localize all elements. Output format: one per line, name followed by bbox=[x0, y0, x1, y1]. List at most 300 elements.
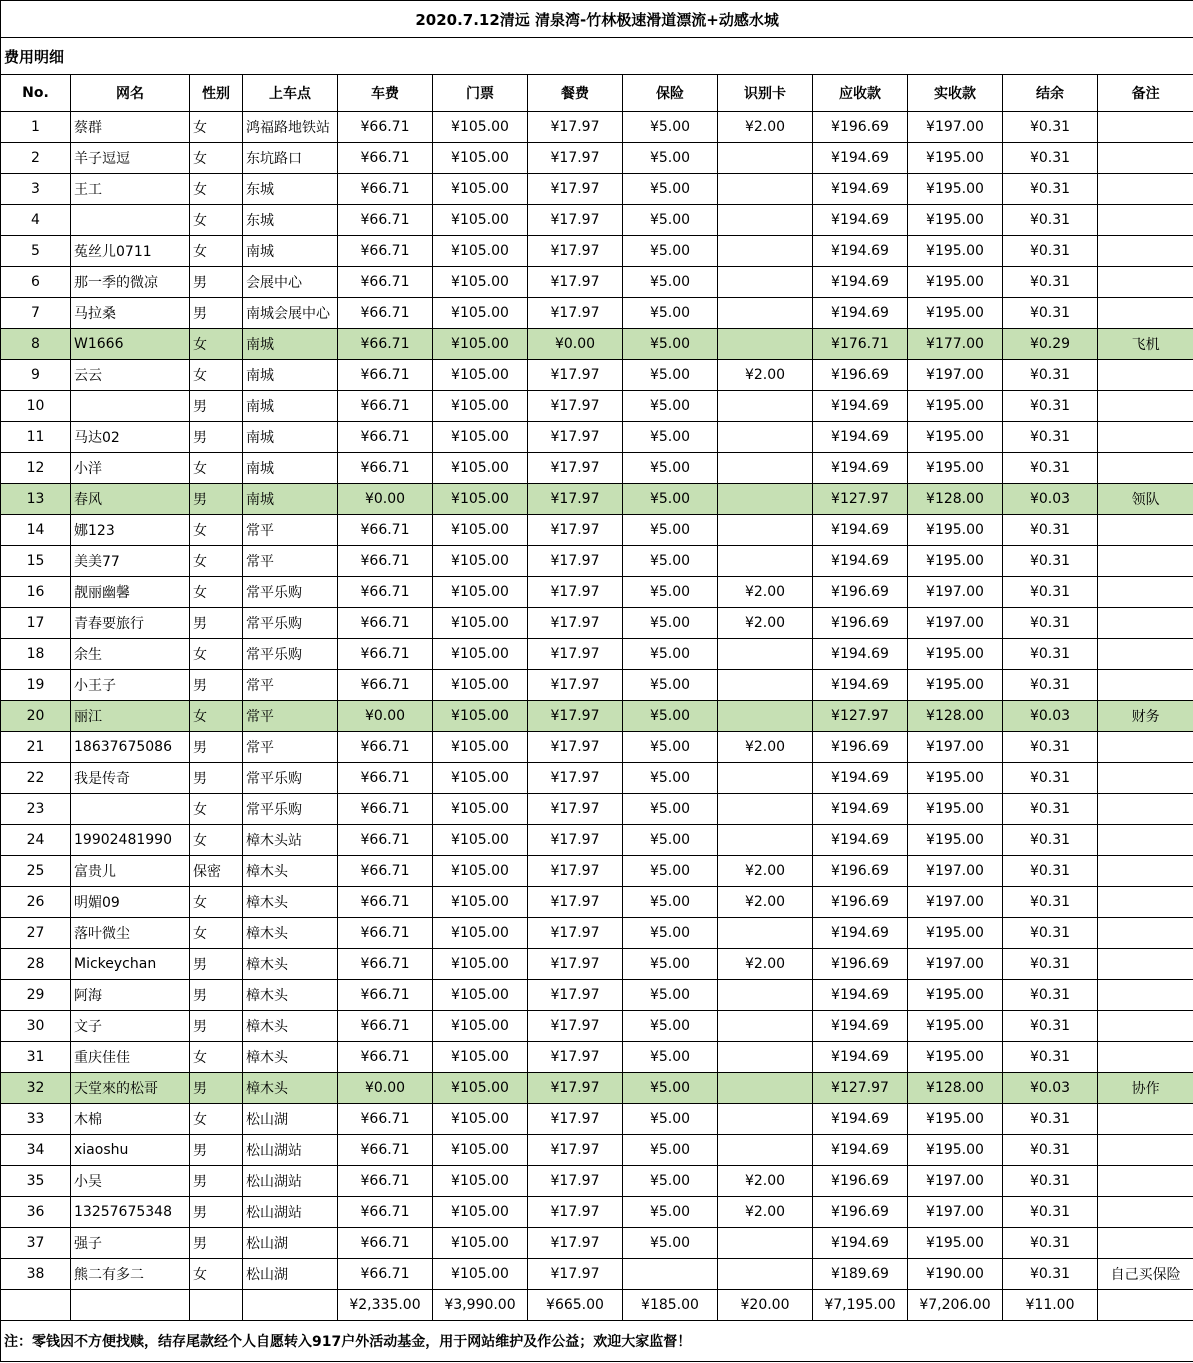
cell-note bbox=[1098, 825, 1193, 856]
cell-stop: 南城 bbox=[243, 453, 338, 484]
cell-sex: 女 bbox=[190, 329, 243, 360]
cell-insurance: ¥5.00 bbox=[623, 236, 718, 267]
cell-balance: ¥0.03 bbox=[1003, 701, 1098, 732]
cell-ticket: ¥105.00 bbox=[433, 763, 528, 794]
cell-stop: 常平乐购 bbox=[243, 794, 338, 825]
table-row bbox=[1, 422, 1193, 453]
cell-stop: 常平 bbox=[243, 701, 338, 732]
cell-meal: ¥17.97 bbox=[528, 1135, 623, 1166]
cell-meal: ¥17.97 bbox=[528, 360, 623, 391]
cell-amount-due: ¥194.69 bbox=[813, 143, 908, 174]
cell-bus-fee: ¥66.71 bbox=[338, 763, 433, 794]
table-row bbox=[1, 391, 1193, 422]
cell-no: 35 bbox=[1, 1166, 71, 1197]
cell-stop: 樟木头 bbox=[243, 1073, 338, 1104]
header-amount-due: 应收款 bbox=[813, 75, 908, 112]
cell-ticket: ¥105.00 bbox=[433, 1011, 528, 1042]
cell-id-card bbox=[718, 1135, 813, 1166]
cell-amount-paid: ¥195.00 bbox=[908, 794, 1003, 825]
cell-meal: ¥17.97 bbox=[528, 1259, 623, 1290]
total-due: ¥7,195.00 bbox=[813, 1290, 908, 1321]
cell-no: 23 bbox=[1, 794, 71, 825]
cell-amount-due: ¥194.69 bbox=[813, 236, 908, 267]
cell-bus-fee: ¥66.71 bbox=[338, 298, 433, 329]
cell-ticket: ¥105.00 bbox=[433, 1104, 528, 1135]
cell-id-card bbox=[718, 639, 813, 670]
cell-note bbox=[1098, 918, 1193, 949]
cell-sex: 男 bbox=[190, 980, 243, 1011]
cell-no: 32 bbox=[1, 1073, 71, 1104]
cell-note bbox=[1098, 391, 1193, 422]
cell-stop: 鸿福路地铁站 bbox=[243, 112, 338, 143]
cell-bus-fee: ¥66.71 bbox=[338, 453, 433, 484]
table-row bbox=[1, 639, 1193, 670]
cell-ticket: ¥105.00 bbox=[433, 1197, 528, 1228]
sheet-title: 2020.7.12清远 清泉湾-竹林极速滑道漂流+动感水城 bbox=[1, 1, 1193, 38]
cell-ticket: ¥105.00 bbox=[433, 453, 528, 484]
cell-balance: ¥0.31 bbox=[1003, 422, 1098, 453]
cell-amount-paid: ¥197.00 bbox=[908, 856, 1003, 887]
total-meal: ¥665.00 bbox=[528, 1290, 623, 1321]
cell-amount-due: ¥196.69 bbox=[813, 1197, 908, 1228]
cell-bus-fee: ¥66.71 bbox=[338, 1166, 433, 1197]
cell-note bbox=[1098, 515, 1193, 546]
cell-bus-fee: ¥66.71 bbox=[338, 329, 433, 360]
cell-stop: 樟木头 bbox=[243, 1011, 338, 1042]
cell-bus-fee: ¥66.71 bbox=[338, 360, 433, 391]
cell-bus-fee: ¥66.71 bbox=[338, 143, 433, 174]
cell-stop: 会展中心 bbox=[243, 267, 338, 298]
cell-name bbox=[71, 205, 190, 236]
cell-note bbox=[1098, 360, 1193, 391]
cell-ticket: ¥105.00 bbox=[433, 577, 528, 608]
cell-insurance: ¥5.00 bbox=[623, 1197, 718, 1228]
cell-balance: ¥0.31 bbox=[1003, 1011, 1098, 1042]
cell-meal: ¥17.97 bbox=[528, 670, 623, 701]
cell-amount-paid: ¥195.00 bbox=[908, 980, 1003, 1011]
cell-note: 飞机 bbox=[1098, 329, 1193, 360]
cell-note bbox=[1098, 546, 1193, 577]
cell-bus-fee: ¥66.71 bbox=[338, 112, 433, 143]
cell-name: 富贵儿 bbox=[71, 856, 190, 887]
cell-bus-fee: ¥66.71 bbox=[338, 174, 433, 205]
cell-insurance: ¥5.00 bbox=[623, 329, 718, 360]
cell-stop: 常平 bbox=[243, 515, 338, 546]
cell-amount-paid: ¥197.00 bbox=[908, 1197, 1003, 1228]
cell-amount-due: ¥196.69 bbox=[813, 1166, 908, 1197]
table-row bbox=[1, 701, 1193, 732]
cell-id-card bbox=[718, 980, 813, 1011]
cell-sex: 女 bbox=[190, 546, 243, 577]
cell-meal: ¥17.97 bbox=[528, 422, 623, 453]
total-bal: ¥11.00 bbox=[1003, 1290, 1098, 1321]
cell-stop: 松山湖 bbox=[243, 1228, 338, 1259]
cell-bus-fee: ¥66.71 bbox=[338, 1259, 433, 1290]
cell-balance: ¥0.31 bbox=[1003, 1228, 1098, 1259]
cell-no: 28 bbox=[1, 949, 71, 980]
cell-id-card bbox=[718, 825, 813, 856]
cell-ticket: ¥105.00 bbox=[433, 732, 528, 763]
cell-insurance: ¥5.00 bbox=[623, 143, 718, 174]
cell-meal: ¥17.97 bbox=[528, 515, 623, 546]
cell-no: 7 bbox=[1, 298, 71, 329]
cell-id-card bbox=[718, 794, 813, 825]
cell-amount-due: ¥194.69 bbox=[813, 763, 908, 794]
cell-balance: ¥0.31 bbox=[1003, 887, 1098, 918]
cell-amount-paid: ¥195.00 bbox=[908, 1228, 1003, 1259]
cell-insurance: ¥5.00 bbox=[623, 1135, 718, 1166]
cell-amount-due: ¥194.69 bbox=[813, 205, 908, 236]
cell-id-card bbox=[718, 267, 813, 298]
cell-meal: ¥17.97 bbox=[528, 856, 623, 887]
cell-id-card bbox=[718, 391, 813, 422]
cell-amount-due: ¥189.69 bbox=[813, 1259, 908, 1290]
cell-no: 36 bbox=[1, 1197, 71, 1228]
cell-bus-fee: ¥66.71 bbox=[338, 1042, 433, 1073]
cell-insurance: ¥5.00 bbox=[623, 794, 718, 825]
cell-insurance bbox=[623, 1259, 718, 1290]
cell-bus-fee: ¥66.71 bbox=[338, 236, 433, 267]
cell-sex: 女 bbox=[190, 825, 243, 856]
cell-balance: ¥0.31 bbox=[1003, 608, 1098, 639]
cell-no: 26 bbox=[1, 887, 71, 918]
cell-insurance: ¥5.00 bbox=[623, 360, 718, 391]
header-meal: 餐费 bbox=[528, 75, 623, 112]
cell-stop: 常平 bbox=[243, 546, 338, 577]
cell-bus-fee: ¥66.71 bbox=[338, 825, 433, 856]
cell-sex: 男 bbox=[190, 670, 243, 701]
cell-amount-due: ¥194.69 bbox=[813, 1228, 908, 1259]
cell-meal: ¥17.97 bbox=[528, 701, 623, 732]
cell-ticket: ¥105.00 bbox=[433, 391, 528, 422]
cell-stop: 樟木头 bbox=[243, 1042, 338, 1073]
cell-amount-due: ¥194.69 bbox=[813, 918, 908, 949]
cell-bus-fee: ¥0.00 bbox=[338, 701, 433, 732]
table-row bbox=[1, 980, 1193, 1011]
cell-insurance: ¥5.00 bbox=[623, 1042, 718, 1073]
cell-sex: 男 bbox=[190, 732, 243, 763]
cell-ticket: ¥105.00 bbox=[433, 1228, 528, 1259]
cell-stop: 常平乐购 bbox=[243, 763, 338, 794]
cell-id-card: ¥2.00 bbox=[718, 949, 813, 980]
header-id-card: 识别卡 bbox=[718, 75, 813, 112]
cell-sex: 男 bbox=[190, 298, 243, 329]
cell-amount-due: ¥194.69 bbox=[813, 298, 908, 329]
cell-note bbox=[1098, 887, 1193, 918]
cell-insurance: ¥5.00 bbox=[623, 949, 718, 980]
cell-stop: 常平 bbox=[243, 670, 338, 701]
cell-ticket: ¥105.00 bbox=[433, 1135, 528, 1166]
cell-no: 34 bbox=[1, 1135, 71, 1166]
cell-sex: 男 bbox=[190, 1197, 243, 1228]
cell-ticket: ¥105.00 bbox=[433, 1259, 528, 1290]
cell-insurance: ¥5.00 bbox=[623, 763, 718, 794]
cell-balance: ¥0.31 bbox=[1003, 298, 1098, 329]
cell-sex: 女 bbox=[190, 1104, 243, 1135]
cell-id-card bbox=[718, 546, 813, 577]
cell-meal: ¥17.97 bbox=[528, 143, 623, 174]
cell-id-card bbox=[718, 670, 813, 701]
cell-amount-paid: ¥195.00 bbox=[908, 391, 1003, 422]
header-note: 备注 bbox=[1098, 75, 1193, 112]
cell-ticket: ¥105.00 bbox=[433, 422, 528, 453]
cell-amount-paid: ¥195.00 bbox=[908, 825, 1003, 856]
total-empty-cell bbox=[243, 1290, 338, 1321]
cell-amount-paid: ¥128.00 bbox=[908, 1073, 1003, 1104]
cell-amount-due: ¥196.69 bbox=[813, 577, 908, 608]
cell-name: 小吴 bbox=[71, 1166, 190, 1197]
cell-amount-paid: ¥195.00 bbox=[908, 670, 1003, 701]
cell-sex: 女 bbox=[190, 887, 243, 918]
cell-meal: ¥17.97 bbox=[528, 453, 623, 484]
cell-note bbox=[1098, 949, 1193, 980]
cell-name: 云云 bbox=[71, 360, 190, 391]
table-row bbox=[1, 1073, 1193, 1104]
cell-balance: ¥0.03 bbox=[1003, 1073, 1098, 1104]
cell-stop: 南城会展中心 bbox=[243, 298, 338, 329]
cell-amount-paid: ¥197.00 bbox=[908, 577, 1003, 608]
cell-meal: ¥17.97 bbox=[528, 732, 623, 763]
header-sex: 性别 bbox=[190, 75, 243, 112]
cell-amount-due: ¥196.69 bbox=[813, 887, 908, 918]
cell-bus-fee: ¥66.71 bbox=[338, 918, 433, 949]
cell-balance: ¥0.31 bbox=[1003, 391, 1098, 422]
cell-meal: ¥17.97 bbox=[528, 112, 623, 143]
cell-note: 领队 bbox=[1098, 484, 1193, 515]
cell-ticket: ¥105.00 bbox=[433, 546, 528, 577]
cell-amount-due: ¥194.69 bbox=[813, 174, 908, 205]
cell-amount-due: ¥194.69 bbox=[813, 670, 908, 701]
cell-meal: ¥17.97 bbox=[528, 949, 623, 980]
cell-name: 春风 bbox=[71, 484, 190, 515]
cell-name: 熊二有多二 bbox=[71, 1259, 190, 1290]
cell-meal: ¥17.97 bbox=[528, 236, 623, 267]
cell-name: W1666 bbox=[71, 329, 190, 360]
cell-bus-fee: ¥66.71 bbox=[338, 1197, 433, 1228]
table-row bbox=[1, 1197, 1193, 1228]
cell-stop: 松山湖 bbox=[243, 1104, 338, 1135]
cell-ticket: ¥105.00 bbox=[433, 205, 528, 236]
total-empty-cell bbox=[1098, 1290, 1193, 1321]
cell-insurance: ¥5.00 bbox=[623, 670, 718, 701]
cell-no: 16 bbox=[1, 577, 71, 608]
cell-stop: 常平乐购 bbox=[243, 639, 338, 670]
cell-amount-paid: ¥197.00 bbox=[908, 608, 1003, 639]
cell-meal: ¥17.97 bbox=[528, 1166, 623, 1197]
cell-bus-fee: ¥0.00 bbox=[338, 1073, 433, 1104]
cell-note bbox=[1098, 236, 1193, 267]
table-row bbox=[1, 887, 1193, 918]
table-row bbox=[1, 174, 1193, 205]
cell-no: 29 bbox=[1, 980, 71, 1011]
cell-balance: ¥0.31 bbox=[1003, 1042, 1098, 1073]
total-ins: ¥185.00 bbox=[623, 1290, 718, 1321]
header-balance: 结余 bbox=[1003, 75, 1098, 112]
cell-note bbox=[1098, 856, 1193, 887]
cell-id-card bbox=[718, 763, 813, 794]
cell-no: 11 bbox=[1, 422, 71, 453]
cell-amount-paid: ¥195.00 bbox=[908, 918, 1003, 949]
cell-ticket: ¥105.00 bbox=[433, 236, 528, 267]
cell-note bbox=[1098, 1104, 1193, 1135]
table-row bbox=[1, 918, 1193, 949]
table-row bbox=[1, 484, 1193, 515]
cell-id-card bbox=[718, 701, 813, 732]
cell-stop: 南城 bbox=[243, 360, 338, 391]
cell-ticket: ¥105.00 bbox=[433, 267, 528, 298]
cell-sex: 男 bbox=[190, 1228, 243, 1259]
section-title: 费用明细 bbox=[1, 38, 1193, 75]
cell-id-card bbox=[718, 298, 813, 329]
cell-insurance: ¥5.00 bbox=[623, 980, 718, 1011]
cell-note bbox=[1098, 763, 1193, 794]
cell-ticket: ¥105.00 bbox=[433, 887, 528, 918]
cell-name bbox=[71, 391, 190, 422]
cell-id-card bbox=[718, 1073, 813, 1104]
cell-amount-paid: ¥195.00 bbox=[908, 515, 1003, 546]
cell-amount-due: ¥194.69 bbox=[813, 1011, 908, 1042]
table-row bbox=[1, 794, 1193, 825]
total-paid: ¥7,206.00 bbox=[908, 1290, 1003, 1321]
cell-meal: ¥17.97 bbox=[528, 639, 623, 670]
table-row bbox=[1, 670, 1193, 701]
cell-ticket: ¥105.00 bbox=[433, 825, 528, 856]
cell-ticket: ¥105.00 bbox=[433, 670, 528, 701]
cell-insurance: ¥5.00 bbox=[623, 515, 718, 546]
cell-name: 娜123 bbox=[71, 515, 190, 546]
cell-meal: ¥17.97 bbox=[528, 980, 623, 1011]
cell-bus-fee: ¥66.71 bbox=[338, 1011, 433, 1042]
cell-id-card bbox=[718, 1042, 813, 1073]
cell-name: 小王子 bbox=[71, 670, 190, 701]
cell-note bbox=[1098, 732, 1193, 763]
cell-id-card bbox=[718, 236, 813, 267]
cell-insurance: ¥5.00 bbox=[623, 1228, 718, 1259]
cell-no: 18 bbox=[1, 639, 71, 670]
cell-no: 21 bbox=[1, 732, 71, 763]
cell-ticket: ¥105.00 bbox=[433, 484, 528, 515]
cell-id-card bbox=[718, 329, 813, 360]
cell-ticket: ¥105.00 bbox=[433, 918, 528, 949]
cell-amount-due: ¥127.97 bbox=[813, 484, 908, 515]
cell-bus-fee: ¥66.71 bbox=[338, 577, 433, 608]
cell-amount-paid: ¥195.00 bbox=[908, 298, 1003, 329]
cell-sex: 女 bbox=[190, 174, 243, 205]
cell-note bbox=[1098, 670, 1193, 701]
cell-insurance: ¥5.00 bbox=[623, 174, 718, 205]
cell-name: 羊子逗逗 bbox=[71, 143, 190, 174]
header-ticket: 门票 bbox=[433, 75, 528, 112]
cell-stop: 樟木头 bbox=[243, 856, 338, 887]
cell-ticket: ¥105.00 bbox=[433, 856, 528, 887]
cell-name: 文子 bbox=[71, 1011, 190, 1042]
cell-no: 27 bbox=[1, 918, 71, 949]
cell-no: 19 bbox=[1, 670, 71, 701]
cell-stop: 松山湖站 bbox=[243, 1166, 338, 1197]
table-row bbox=[1, 298, 1193, 329]
cell-id-card: ¥2.00 bbox=[718, 577, 813, 608]
cell-insurance: ¥5.00 bbox=[623, 391, 718, 422]
header-name: 网名 bbox=[71, 75, 190, 112]
cell-ticket: ¥105.00 bbox=[433, 1042, 528, 1073]
cell-note bbox=[1098, 205, 1193, 236]
cell-note bbox=[1098, 174, 1193, 205]
table-row bbox=[1, 1166, 1193, 1197]
cell-amount-paid: ¥197.00 bbox=[908, 360, 1003, 391]
cell-name: 靓丽幽馨 bbox=[71, 577, 190, 608]
cell-bus-fee: ¥66.71 bbox=[338, 267, 433, 298]
cell-balance: ¥0.31 bbox=[1003, 174, 1098, 205]
cell-sex: 男 bbox=[190, 1135, 243, 1166]
cell-sex: 女 bbox=[190, 453, 243, 484]
cell-name: 落叶微尘 bbox=[71, 918, 190, 949]
cell-note bbox=[1098, 453, 1193, 484]
cell-name: Mickeychan bbox=[71, 949, 190, 980]
cell-balance: ¥0.31 bbox=[1003, 856, 1098, 887]
cell-bus-fee: ¥66.71 bbox=[338, 515, 433, 546]
cell-insurance: ¥5.00 bbox=[623, 453, 718, 484]
cell-note bbox=[1098, 1197, 1193, 1228]
cell-bus-fee: ¥66.71 bbox=[338, 391, 433, 422]
cell-insurance: ¥5.00 bbox=[623, 1166, 718, 1197]
cell-amount-paid: ¥195.00 bbox=[908, 422, 1003, 453]
table-row bbox=[1, 453, 1193, 484]
cell-id-card bbox=[718, 205, 813, 236]
cell-amount-paid: ¥190.00 bbox=[908, 1259, 1003, 1290]
cell-sex: 男 bbox=[190, 608, 243, 639]
cell-note bbox=[1098, 608, 1193, 639]
cell-amount-paid: ¥195.00 bbox=[908, 174, 1003, 205]
cell-note bbox=[1098, 1228, 1193, 1259]
cell-balance: ¥0.31 bbox=[1003, 1197, 1098, 1228]
cell-amount-paid: ¥128.00 bbox=[908, 701, 1003, 732]
cell-ticket: ¥105.00 bbox=[433, 701, 528, 732]
cell-note bbox=[1098, 143, 1193, 174]
cell-amount-due: ¥196.69 bbox=[813, 112, 908, 143]
table-row bbox=[1, 1042, 1193, 1073]
cell-ticket: ¥105.00 bbox=[433, 608, 528, 639]
cell-amount-due: ¥194.69 bbox=[813, 267, 908, 298]
cell-note bbox=[1098, 980, 1193, 1011]
cell-bus-fee: ¥66.71 bbox=[338, 887, 433, 918]
cell-bus-fee: ¥66.71 bbox=[338, 205, 433, 236]
cell-balance: ¥0.31 bbox=[1003, 1104, 1098, 1135]
cell-name: 余生 bbox=[71, 639, 190, 670]
cell-meal: ¥17.97 bbox=[528, 887, 623, 918]
cell-sex: 男 bbox=[190, 422, 243, 453]
cell-meal: ¥17.97 bbox=[528, 763, 623, 794]
cell-name: 马拉桑 bbox=[71, 298, 190, 329]
cell-name: 美美77 bbox=[71, 546, 190, 577]
table-row bbox=[1, 329, 1193, 360]
cell-amount-due: ¥194.69 bbox=[813, 1135, 908, 1166]
cell-name: 那一季的微凉 bbox=[71, 267, 190, 298]
cell-bus-fee: ¥0.00 bbox=[338, 484, 433, 515]
cell-amount-due: ¥176.71 bbox=[813, 329, 908, 360]
cell-amount-paid: ¥195.00 bbox=[908, 639, 1003, 670]
cell-bus-fee: ¥66.71 bbox=[338, 794, 433, 825]
cell-no: 24 bbox=[1, 825, 71, 856]
cell-amount-paid: ¥197.00 bbox=[908, 887, 1003, 918]
cell-ticket: ¥105.00 bbox=[433, 143, 528, 174]
cell-balance: ¥0.31 bbox=[1003, 453, 1098, 484]
cell-name: 木棉 bbox=[71, 1104, 190, 1135]
table-row bbox=[1, 1259, 1193, 1290]
cell-amount-paid: ¥195.00 bbox=[908, 453, 1003, 484]
cell-sex: 女 bbox=[190, 515, 243, 546]
cell-insurance: ¥5.00 bbox=[623, 267, 718, 298]
cell-meal: ¥17.97 bbox=[528, 1228, 623, 1259]
